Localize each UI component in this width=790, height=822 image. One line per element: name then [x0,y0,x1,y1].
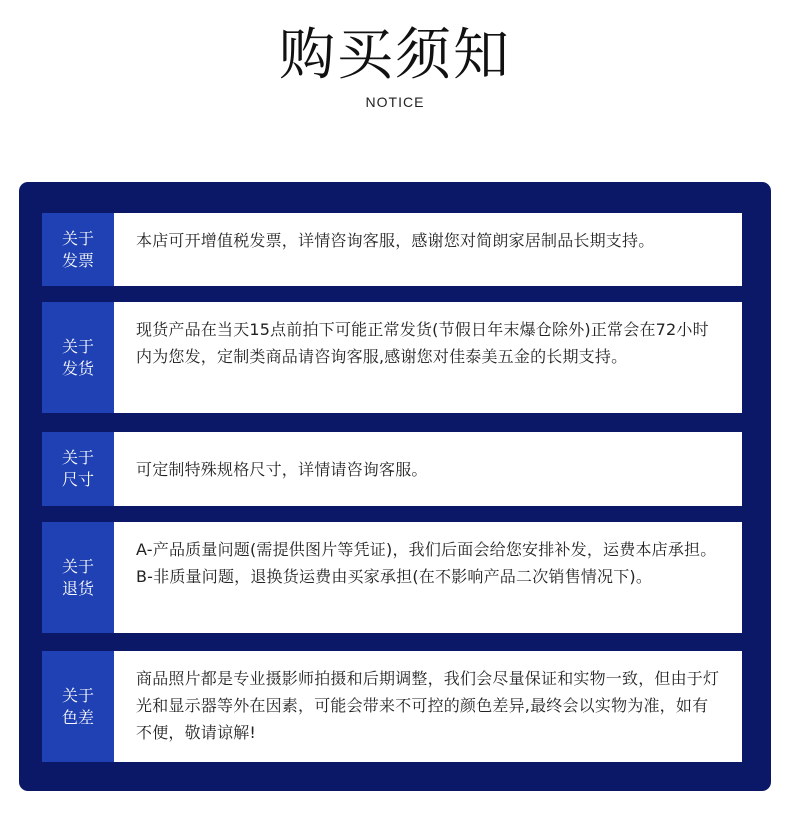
row-text: 可定制特殊规格尺寸，详情请咨询客服。 [114,432,742,506]
notice-row-size [42,432,742,506]
page-title: 购买须知 [279,23,511,88]
notice-row-invoice [42,213,742,286]
notice-panel [19,182,771,791]
notice-row-return [42,522,742,633]
row-label: 关于退货 [42,522,114,633]
notice-row-color [42,651,742,762]
row-label: 关于发货 [42,302,114,413]
row-label: 关于色差 [42,651,114,762]
page-subtitle: NOTICE [365,94,425,110]
row-text: A-产品质量问题(需提供图片等凭证)，我们后面会给您安排补发，运费本店承担。B-非质量问题，退换货运费由买家承担(在不影响产品二次销售情况下)。 [114,522,742,633]
row-text: 现货产品在当天15点前拍下可能正常发货(节假日年末爆仓除外)正常会在72小时内为您发，定制类商品请咨询客服,感谢您对佳泰美五金的长期支持。 [114,302,742,413]
row-text: 商品照片都是专业摄影师拍摄和后期调整，我们会尽量保证和实物一致，但由于灯光和显示器等外在因素，可能会带来不可控的颜色差异,最终会以实物为准，如有不便，敬请谅解! [114,651,742,762]
row-text: 本店可开增值税发票，详情咨询客服，感谢您对简朗家居制品长期支持。 [114,213,742,286]
row-label: 关于尺寸 [42,432,114,506]
notice-row-shipping [42,302,742,413]
row-label: 关于发票 [42,213,114,286]
